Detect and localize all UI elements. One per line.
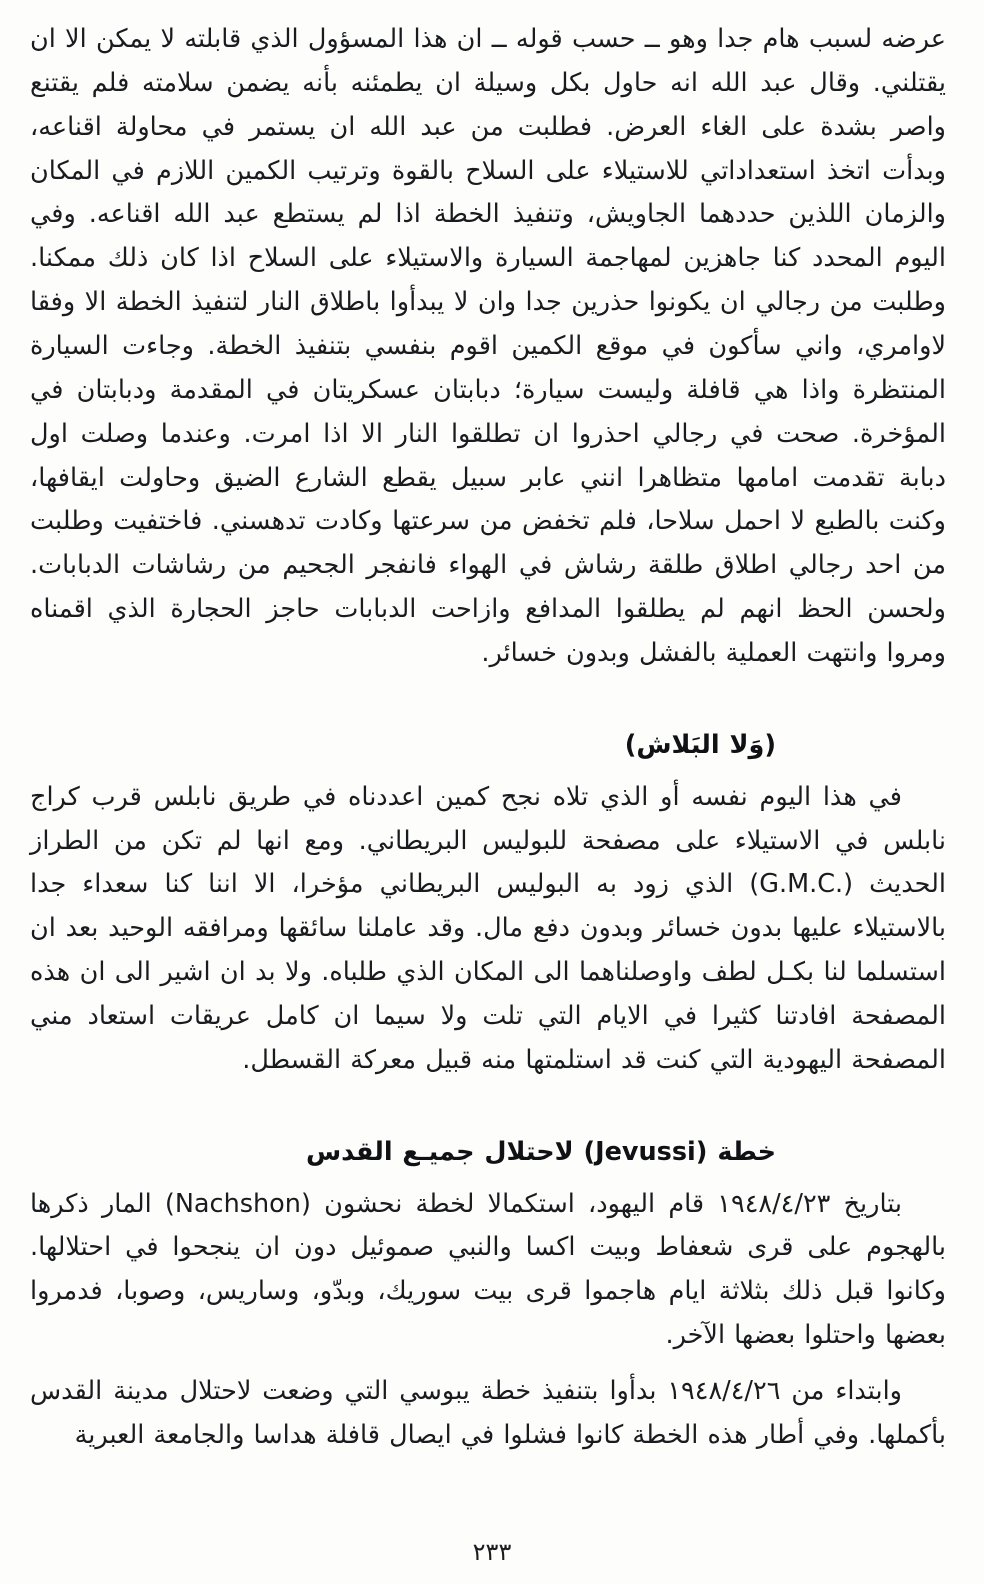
- paragraph-spacer-2: [30, 1085, 946, 1105]
- paragraph-2: في هذا اليوم نفسه أو الذي تلاه نجح كمين اعددناه في طريق نابلس قرب كراج نابلس في الاستيلاء على مصفحة للبوليس البريطاني. ومع انها لم تكن من الطراز الحديث (.G.M.C) الذي زود به البوليس البريطاني مؤخرا، الا اننا كنا سعداء جدا بالاستيلاء عليها بدون خسائر وبدون دفع مال. وقد عاملنا سائقها ومرافقه الوحيد بعد ان استسلما لنا بكـل لطف واوصلناهما الى المكان الذي طلباه. ولا بد ان اشير الى ان هذه المصفحة افادتنا كثيرا في الايام التي تلت ولا سيما ان كامل عريقات استعاد مني المصفحة اليهودية التي كنت قد استلمتها منه قبيل معركة القسطل.: [30, 781, 946, 1075]
- page-number: ٢٣٣: [472, 1538, 512, 1566]
- paragraph-4: وابتداء من ١٩٤٨/٤/٢٦ بدأوا بتنفيذ خطة يبوسي التي وضعت لاحتلال مدينة القدس بأكملها. وفي أطار هذه الخطة كانوا فشلوا في ايصال قافلة هداسا والجامعة العبرية: [30, 1376, 946, 1450]
- paragraph-spacer: [30, 678, 946, 698]
- page-body: [30, 18, 946, 1460]
- section-heading-wala-albalash: (وَلا البَلاش): [624, 729, 776, 760]
- paragraph-spacer-3: [30, 1360, 946, 1370]
- section-heading-jevussi-plan: خطة (Jevussi) لاحتلال جميـع القدس: [305, 1136, 776, 1167]
- paragraph-3: بتاريخ ١٩٤٨/٤/٢٣ قام اليهود، استكمالا لخطة نحشون (Nachshon) المار ذكرها بالهجوم على قرى شعفاط وبيت اكسا والنبي صموئيل دون ان ينجحوا في احتلالها. وكانوا قبل ذلك بثلاثة ايام هاجموا قرى بيت سوريك، وبدّو، وساريس، وصوبا، فدمروا بعضها واحتلوا بعضها الآخر.: [30, 1188, 946, 1351]
- paragraph-1: عرضه لسبب هام جدا وهو ــ حسب قوله ــ ان هذا المسؤول الذي قابلته لا يمكن الا ان يقتلني. وقال عبد الله انه حاول بكل وسيلة ان يطمئنه بأنه يضمن سلامته فلم يقتنع واصر بشدة على الغاء العرض. فطلبت من عبد الله ان يستمر في محاولة اقناعه، وبدأت اتخذ استعداداتي للاستيلاء على السلاح بالقوة وترتيب الكمين اللازم في المكان والزمان اللذين حددهما الجاويش، وتنفيذ الخطة اذا لم يستطع عبد الله اقناعه. وفي اليوم المحدد كنا جاهزين لمهاجمة السيارة والاستيلاء على السلاح اذا كان ذلك ممكنا. وطلبت من رجالي ان يكونوا حذرين جدا وان لا يبدأوا باطلاق النار لتنفيذ الخطة الا وفقا لاوامري، واني سأكون في موقع الكمين اقوم بنفسي بتنفيذ الخطة. وجاءت السيارة المنتظرة واذا هي قافلة وليست سيارة؛ دبابتان عسكريتان في المقدمة ودبابتان في المؤخرة. صحت في رجالي احذروا ان تطلقوا النار الا اذا امرت. وعندما وصلت اول دبابة تقدمت امامها متظاهرا انني عابر سبيل يقطع الشارع الضيق وحاولت ايقافها، وكنت بالطبع لا احمل سلاحا، فلم تخفض من سرعتها وكادت تدهسني. فاختفيت وطلبت من احد رجالي اطلاق طلقة رشاش في الهواء فانفجر الجحيم من رشاشات الدبابات. ولحسن الحظ انهم لم يطلقوا المدافع وازاحت الدبابات حاجز الحجارة الذي اقمناه ومروا وانتهت العملية بالفشل وبدون خسائر.: [30, 24, 946, 669]
